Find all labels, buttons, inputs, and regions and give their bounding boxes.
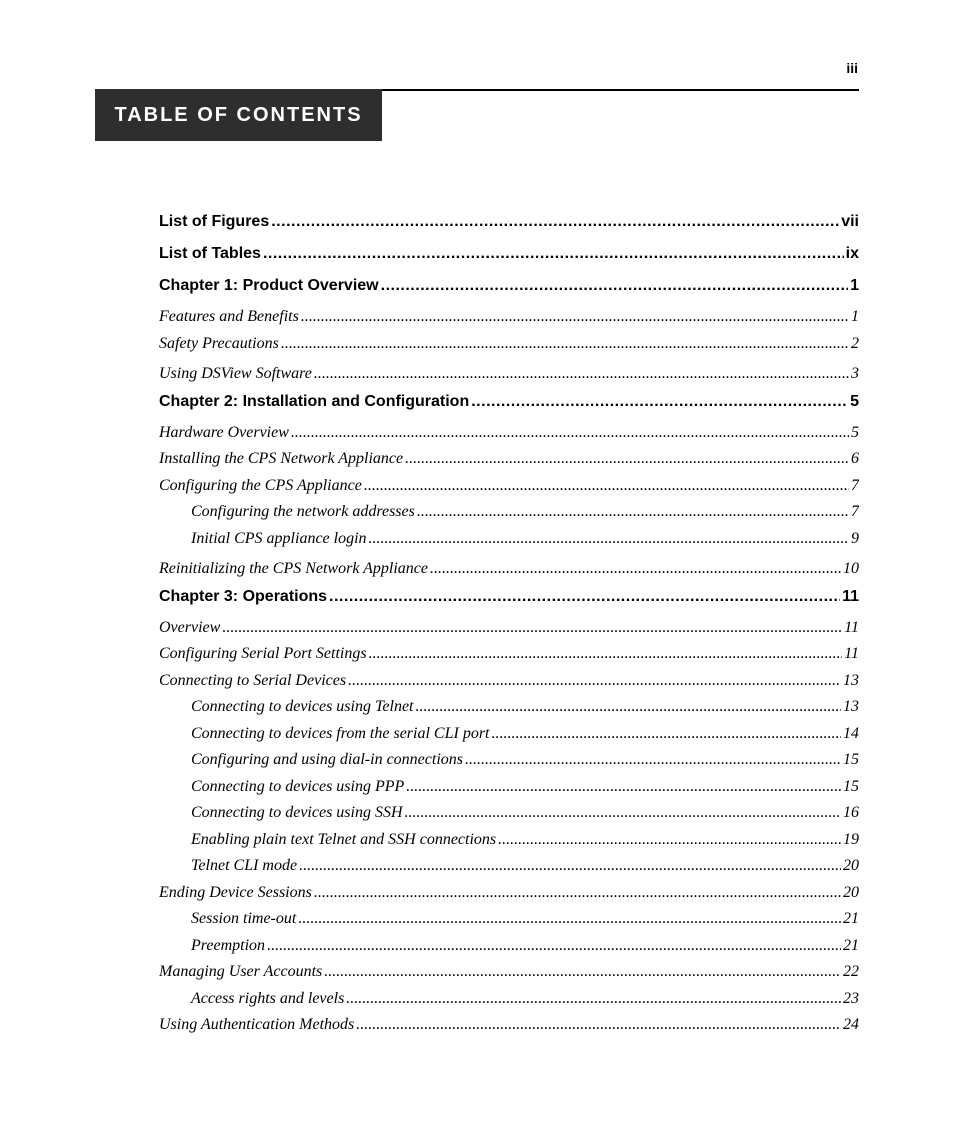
toc-entry-title: Connecting to devices using SSH [191, 804, 403, 821]
toc-entry-title: Connecting to devices from the serial CLI port [191, 724, 490, 742]
toc-entry-title: Safety Precautions [159, 334, 279, 352]
toc-chapter-entry[interactable] [159, 272, 859, 304]
toc-entry-page: 23 [843, 989, 859, 1007]
toc-entry-page: vii [841, 213, 859, 230]
toc-entry-page: 16 [843, 804, 859, 821]
toc-entry-title: Preemption [191, 936, 266, 954]
toc-entry-title: Features and Benefits [159, 308, 299, 325]
toc-entry-title: Using Authentication Methods [159, 1016, 355, 1033]
toc-entry-title: Managing User Accounts [159, 963, 323, 980]
toc-section-entry[interactable] [159, 473, 859, 500]
toc-subsection-entry[interactable] [159, 853, 859, 880]
toc-section-entry[interactable] [159, 420, 859, 447]
toc-leader-dots [417, 499, 849, 526]
toc-entry-page: 7 [851, 476, 859, 494]
page-number: iii [846, 60, 858, 76]
toc-subsection-entry[interactable] [159, 800, 859, 827]
toc-entry-title: Chapter 1: Product Overview [159, 277, 379, 294]
toc-leader-dots [369, 526, 849, 553]
toc-entry-title: Ending Device Sessions [159, 883, 312, 901]
toc-entry-page: 5 [851, 423, 859, 441]
toc-subsection-entry[interactable] [159, 827, 859, 854]
toc-title: TABLE OF CONTENTS [95, 89, 382, 141]
toc-entry-page: 2 [851, 334, 859, 352]
toc-entry-title: Installing the CPS Network Appliance [159, 450, 404, 467]
toc-chapter-entry[interactable] [159, 388, 859, 420]
toc-leader-dots [324, 959, 841, 986]
toc-subsection-entry[interactable] [159, 986, 859, 1013]
toc-leader-dots [415, 694, 841, 721]
toc-entry-title: Configuring and using dial-in connections [191, 751, 463, 768]
toc-entry-page: 14 [843, 724, 859, 742]
toc-subsection-entry[interactable] [159, 933, 859, 960]
toc-leader-dots [369, 641, 843, 668]
toc-entry-page: 10 [843, 560, 859, 577]
toc-leader-dots [364, 473, 849, 500]
toc-entry-title: Initial CPS appliance login [191, 529, 367, 547]
toc-entry-title: List of Tables [159, 245, 261, 262]
toc-subsection-entry[interactable] [159, 499, 859, 526]
toc-section-entry[interactable] [159, 361, 859, 388]
toc-leader-dots [381, 272, 848, 300]
toc-leader-dots [346, 986, 841, 1013]
toc-section-entry[interactable] [159, 641, 859, 668]
toc-leader-dots [301, 304, 849, 331]
toc-entry-page: 11 [844, 618, 859, 636]
toc-entry-title: Telnet CLI mode [191, 857, 298, 874]
toc-entry-page: 21 [843, 910, 859, 927]
toc-entry-page: 11 [842, 587, 859, 605]
toc-section-entry[interactable] [159, 668, 859, 695]
toc-entry-title: Chapter 2: Installation and Configuration [159, 392, 470, 410]
toc-subsection-entry[interactable] [159, 721, 859, 748]
toc-entry-page: 21 [843, 936, 859, 954]
toc-entry-title: Hardware Overview [159, 423, 289, 441]
toc-section-entry[interactable] [159, 446, 859, 473]
toc-entry-page: ix [845, 245, 859, 262]
toc-leader-dots [471, 388, 848, 416]
toc-leader-dots [406, 774, 841, 801]
toc-leader-dots [430, 556, 841, 583]
toc-entry-title: List of Figures [159, 213, 270, 230]
toc-entry-page: 13 [843, 698, 859, 715]
toc-subsection-entry[interactable] [159, 774, 859, 801]
toc-entry-page: 22 [843, 963, 859, 980]
toc-entry-page: 24 [843, 1016, 859, 1033]
toc-leader-dots [491, 721, 841, 748]
toc-section-entry[interactable] [159, 1012, 859, 1039]
toc-entry-title: Connecting to Serial Devices [159, 671, 347, 689]
toc-subsection-entry[interactable] [159, 906, 859, 933]
toc-leader-dots [405, 446, 849, 473]
toc-entry-title: Enabling plain text Telnet and SSH connections [191, 830, 497, 848]
toc-entry-page: 9 [851, 529, 859, 547]
toc-list [159, 208, 859, 1039]
toc-leader-dots [356, 1012, 841, 1039]
toc-leader-dots [405, 800, 841, 827]
toc-entry-page: 5 [850, 392, 859, 410]
toc-leader-dots [291, 420, 849, 447]
toc-entry-page: 1 [850, 277, 859, 294]
toc-section-entry[interactable] [159, 304, 859, 331]
toc-entry-page: 3 [851, 365, 859, 382]
toc-leader-dots [298, 906, 841, 933]
toc-leader-dots [267, 933, 841, 960]
toc-entry-title: Access rights and levels [191, 989, 345, 1007]
toc-leader-dots [348, 668, 841, 695]
toc-section-entry[interactable] [159, 331, 859, 358]
toc-leader-dots [314, 880, 841, 907]
toc-leader-dots [263, 240, 844, 268]
toc-leader-dots [498, 827, 841, 854]
toc-subsection-entry[interactable] [159, 526, 859, 553]
toc-section-entry[interactable] [159, 556, 859, 583]
toc-entry-title: Connecting to devices using Telnet [191, 698, 414, 715]
toc-leader-dots [329, 583, 840, 611]
toc-entry-page: 1 [851, 308, 859, 325]
toc-entry-title: Configuring the CPS Appliance [159, 476, 362, 494]
toc-entry-title: Chapter 3: Operations [159, 587, 328, 605]
toc-leader-dots [271, 208, 839, 236]
toc-chapter-entry[interactable] [159, 240, 859, 272]
toc-entry-title: Connecting to devices using PPP [191, 777, 405, 795]
toc-entry-page: 15 [843, 751, 859, 768]
toc-leader-dots [314, 361, 849, 388]
toc-entry-page: 13 [843, 671, 859, 689]
toc-entry-page: 20 [843, 857, 859, 874]
toc-section-entry[interactable] [159, 959, 859, 986]
toc-entry-title: Session time-out [191, 910, 297, 927]
toc-leader-dots [299, 853, 841, 880]
toc-entry-page: 20 [843, 883, 859, 901]
toc-leader-dots [281, 331, 849, 358]
toc-entry-title: Reinitializing the CPS Network Appliance [159, 560, 429, 577]
toc-entry-page: 7 [851, 503, 859, 520]
toc-entry-page: 6 [851, 450, 859, 467]
toc-entry-title: Overview [159, 618, 221, 636]
toc-subsection-entry[interactable] [159, 694, 859, 721]
toc-entry-page: 19 [843, 830, 859, 848]
toc-entry-title: Using DSView Software [159, 365, 312, 382]
toc-entry-page: 15 [843, 777, 859, 795]
toc-subsection-entry[interactable] [159, 747, 859, 774]
toc-chapter-entry[interactable] [159, 208, 859, 240]
toc-section-entry[interactable] [159, 880, 859, 907]
toc-leader-dots [222, 615, 842, 642]
toc-entry-title: Configuring the network addresses [191, 503, 415, 520]
toc-entry-page: 11 [844, 645, 859, 662]
toc-chapter-entry[interactable] [159, 583, 859, 615]
toc-leader-dots [465, 747, 841, 774]
toc-entry-title: Configuring Serial Port Settings [159, 645, 367, 662]
toc-section-entry[interactable] [159, 615, 859, 642]
